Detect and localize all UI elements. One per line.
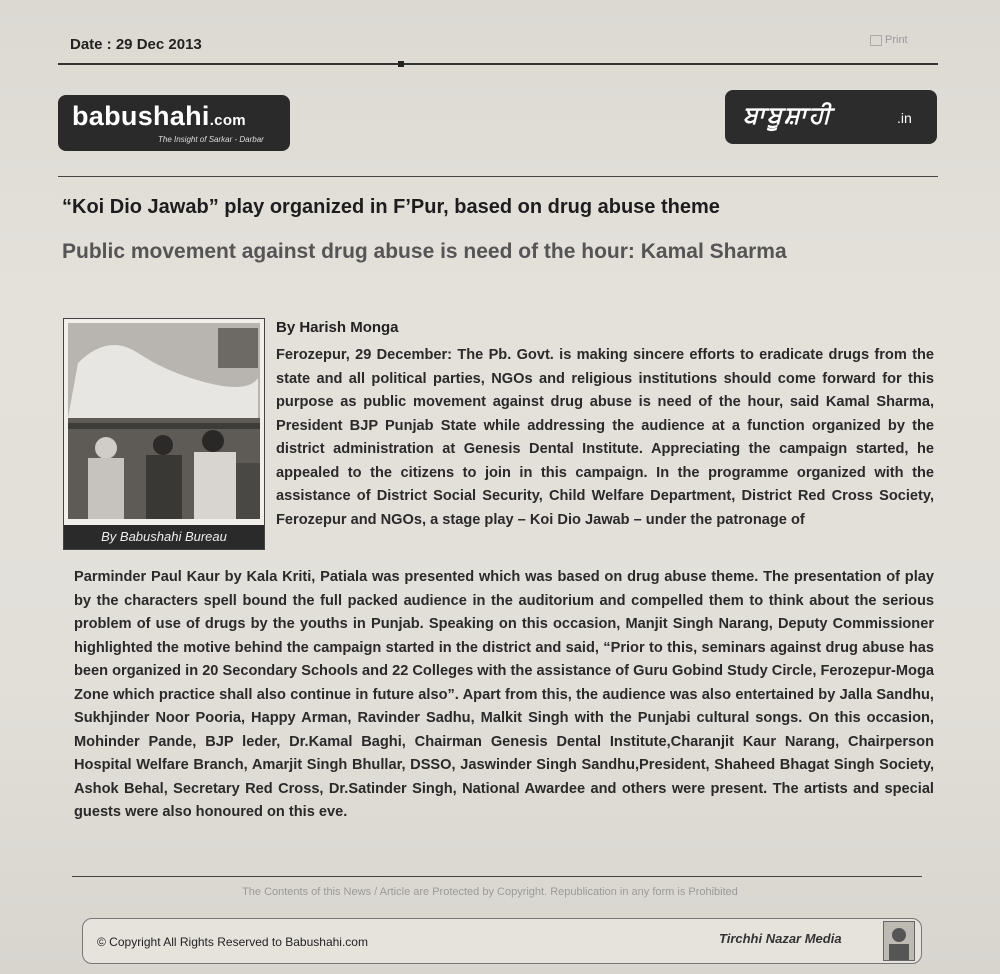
logo-name: babushahi [72,101,210,131]
photo-caption: By Babushahi Bureau [64,525,264,549]
top-divider [58,63,938,65]
printer-icon [870,35,882,46]
article-body-part1: Ferozepur, 29 December: The Pb. Govt. is making sincere efforts to eradicate drugs from the state and all political parties, NGOs and religious institutions should come forward for this purpose as public movement against drug abuse is need of the hour, said Kamal Sharma, President BJP Punjab State while addressing the audience at a function organized by the district administration at Genesis Dental Institute. Appreciating the campaign started, he appealed to the citizens to join in this campaign. In the programme organized with the assistance of District Social Security, Child Welfare Department, District Red Cross Society, Ferozepur and NGOs, a stage play – Koi Dio Jawab – under the patronage of [276,347,934,528]
event-photo-image [68,323,260,519]
print-button[interactable] [870,34,908,46]
punjabi-logo-script: ਬਾਬੂਸ਼ਾਹੀ [743,102,833,129]
copyright-text: © Copyright All Rights Reserved to Babushahi.com [97,935,368,949]
punjabi-logo-suffix: .in [897,110,912,126]
babushahi-logo[interactable] [58,95,290,151]
event-photo [68,323,260,519]
footer-brand: Tirchhi Nazar Media [719,931,842,946]
footer-divider [72,876,922,877]
article-photo [63,318,265,550]
brand-portrait-icon [883,921,915,961]
header-divider [58,176,938,177]
article-byline: By Harish Monga [276,319,399,336]
article-date: Date : 29 Dec 2013 [70,36,202,53]
logo-tagline: The Insight of Sarkar - Darbar [158,135,264,144]
logo-suffix: .com [209,112,246,129]
article-subheadline: Public movement against drug abuse is need of the hour: Kamal Sharma [62,240,787,263]
footer-bar [82,918,922,964]
article-headline: “Koi Dio Jawab” play organized in F’Pur, based on drug abuse theme [62,196,720,218]
babushahi-punjabi-logo[interactable] [725,90,937,144]
print-label: Print [885,34,908,46]
copyright-notice: The Contents of this News / Article are Protected by Copyright. Republication in any form is Prohibited [242,886,738,898]
divider-marker [398,61,404,67]
article-body-part2: Parminder Paul Kaur by Kala Kriti, Patiala was presented which was based on drug abuse theme. The presentation of play by the characters spell bound the full packed audience in the auditorium and compelled them to think about the serious problem of use of drugs by the youths in Punjab. Speaking on this occasion, Manjit Singh Narang, Deputy Commissioner highlighted the motive behind the campaign started in the district and said, “Prior to this, seminars against drug abuse has been organized in 20 Secondary Schools and 22 Colleges with the assistance of Guru Gobind Study Circle, Ferozepur-Moga Zone which practice shall also continue in future also”. Apart from this, the audience was also entertained by Jalla Sandhu, Sukhjinder Noor Pooria, Happy Arman, Ravinder Sadhu, Malkit Singh with the Punjabi cultural songs. On this occasion, Mohinder Pande, BJP leder, Dr.Kamal Baghi, Chairman Genesis Dental Institute,Charanjit Kaur Narang, Chairperson Hospital Welfare Branch, Amarjit Singh Bhullar, DSSO, Jaswinder Singh Sandhu,President, Shaheed Bhagat Singh Society, Ashok Behal, Secretary Red Cross, Dr.Satinder Singh, National Awardee and others were present. The artists and special guests were also honoured on this eve. [74,569,934,820]
